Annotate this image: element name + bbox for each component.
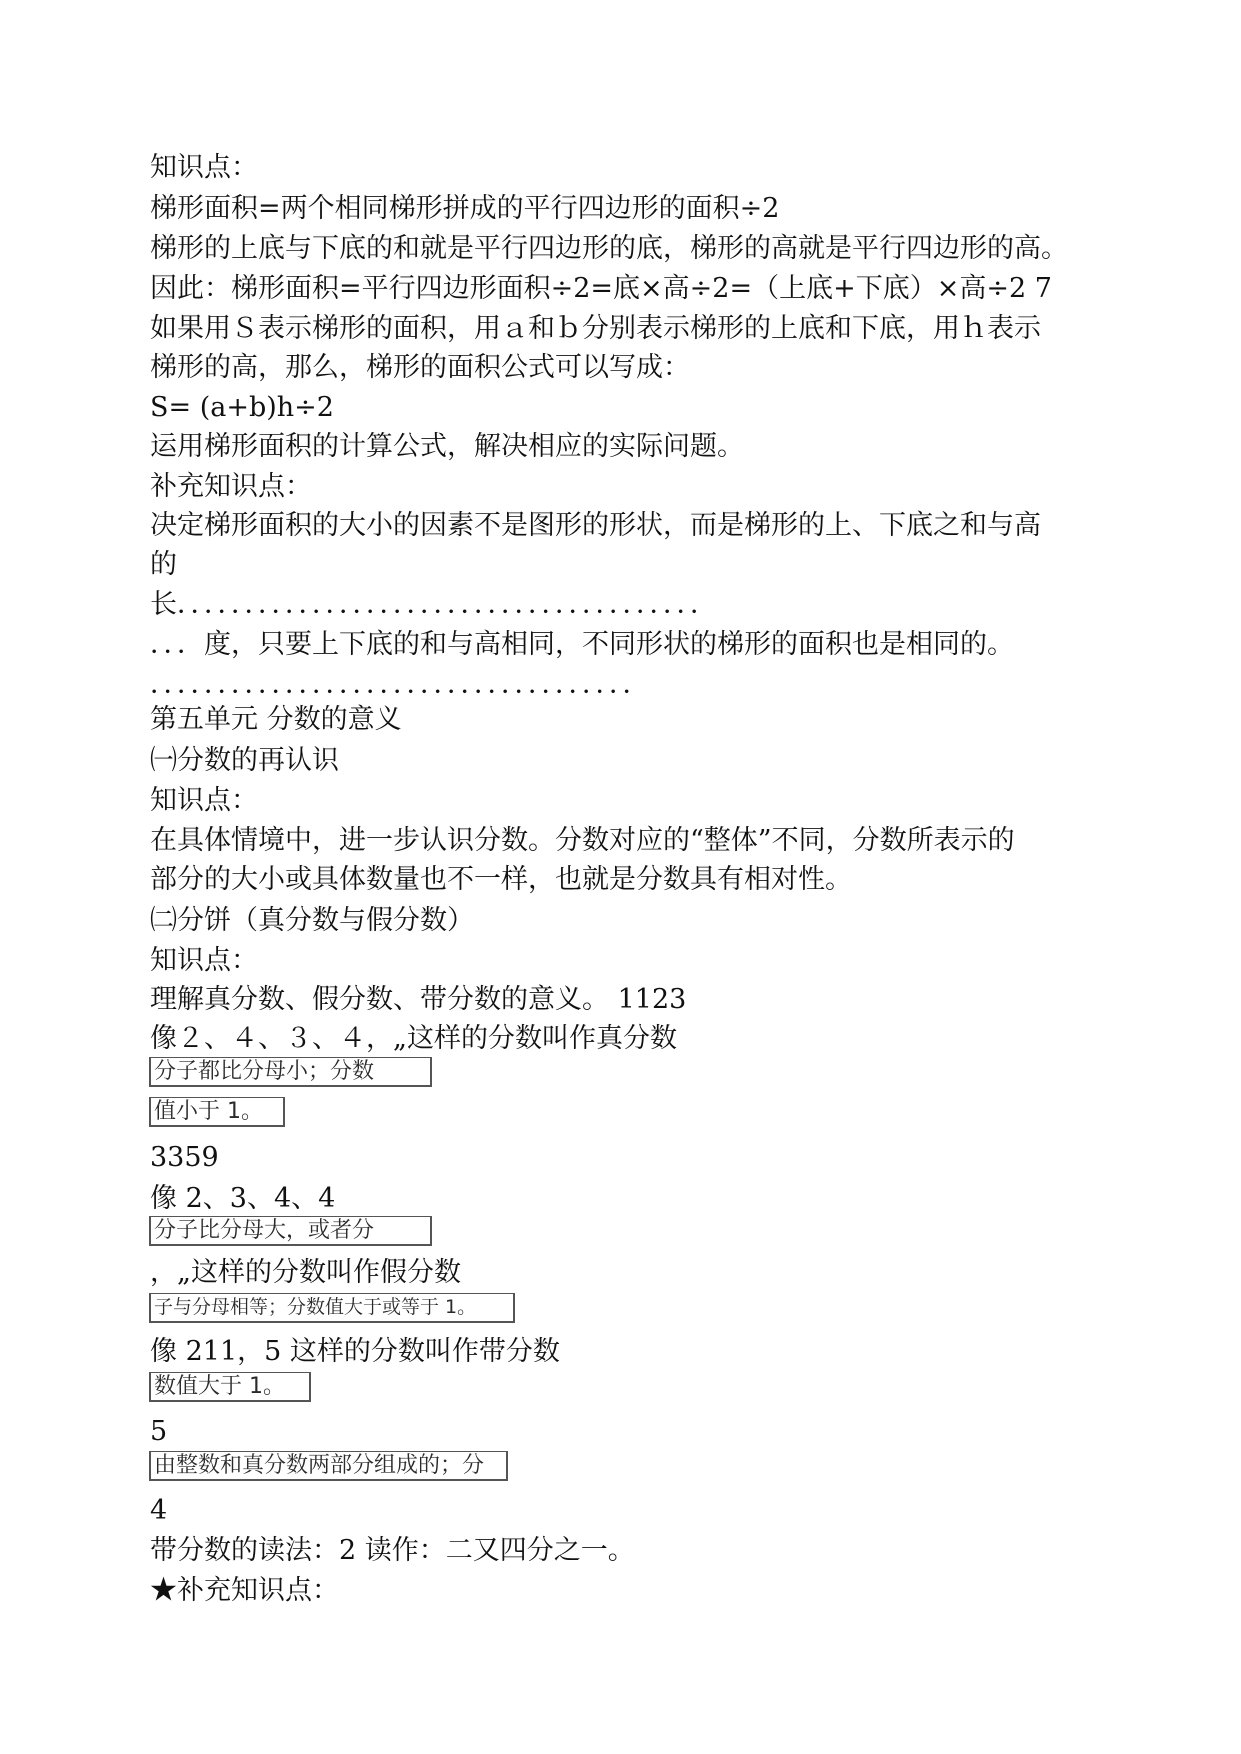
heading-supplement: 补充知识点： xyxy=(150,471,312,502)
unit-title: 第五单元 分数的意义 xyxy=(150,704,402,735)
note-box: 值小于 1。 xyxy=(149,1097,285,1127)
section-title: ㈠分数的再认识 xyxy=(150,745,339,776)
heading-knowledge-points: 知识点： xyxy=(150,152,258,183)
text-line: 部分的大小或具体数量也不一样，也就是分数具有相对性。 xyxy=(150,864,852,895)
heading-supplement: ★补充知识点： xyxy=(150,1575,339,1606)
text-line: 梯形面积=两个相同梯形拼成的平行四边形的面积÷2 xyxy=(150,193,780,224)
text-line: 梯形的高，那么，梯形的面积公式可以写成： xyxy=(150,352,690,383)
note-box: 分子比分母大，或者分 xyxy=(149,1216,432,1246)
text-line: 像 2、3、4、4 xyxy=(150,1183,336,1214)
text-line: 3359 xyxy=(150,1142,219,1173)
text-line: 因此：梯形面积=平行四边形面积÷2=底×高÷2=（上底+下底）×高÷2 7 xyxy=(150,273,1052,304)
text-line: 如果用Ｓ表示梯形的面积，用ａ和ｂ分别表示梯形的上底和下底，用ｈ表示 xyxy=(150,313,1041,344)
text-line: 运用梯形面积的计算公式，解决相应的实际问题。 xyxy=(150,431,744,462)
note-box: 子与分母相等；分数值大于或等于 1。 xyxy=(149,1293,515,1323)
heading-knowledge-points: 知识点： xyxy=(150,945,258,976)
dotted-line: 长．．．．．．．．．．．．．．．．．．．．．．．．．．．．．．．．．．．．．．． xyxy=(150,589,717,620)
text-line: 理解真分数、假分数、带分数的意义。 1123 xyxy=(150,984,687,1015)
text-line: 5 xyxy=(150,1416,168,1447)
note-box: 由整数和真分数两部分组成的；分 xyxy=(149,1451,508,1481)
text-line: 梯形的上底与下底的和就是平行四边形的底，梯形的高就是平行四边形的高。 xyxy=(150,233,1068,264)
heading-knowledge-points: 知识点： xyxy=(150,785,258,816)
text-line: 像２、４、３、４，„这样的分数叫作真分数 xyxy=(150,1023,677,1054)
section-title: ㈡分饼（真分数与假分数） xyxy=(150,905,474,936)
text-line: 的 xyxy=(150,549,177,580)
note-box: 分子都比分母小；分数 xyxy=(149,1057,432,1087)
note-box: 数值大于 1。 xyxy=(149,1372,311,1402)
text-line: 4 xyxy=(150,1495,168,1526)
text-line: 像 211，5 这样的分数叫作带分数 xyxy=(150,1336,560,1367)
formula-line: S= (a+b)h÷2 xyxy=(150,392,334,423)
text-line: 决定梯形面积的大小的因素不是图形的形状，而是梯形的上、下底之和与高 xyxy=(150,510,1041,541)
text-line: 带分数的读法：2 读作：二又四分之一。 xyxy=(150,1535,635,1566)
text-line: ，„这样的分数叫作假分数 xyxy=(150,1257,461,1288)
dotted-line: ．．．．．．．．．．．．．．．．．．．．．．．．．．．．．．．．．．．． xyxy=(150,669,650,700)
text-line: 在具体情境中，进一步认识分数。分数对应的“整体”不同，分数所表示的 xyxy=(150,825,1015,856)
text-line: ．．．度，只要上下底的和与高相同，不同形状的梯形的面积也是相同的。 xyxy=(150,629,1014,660)
